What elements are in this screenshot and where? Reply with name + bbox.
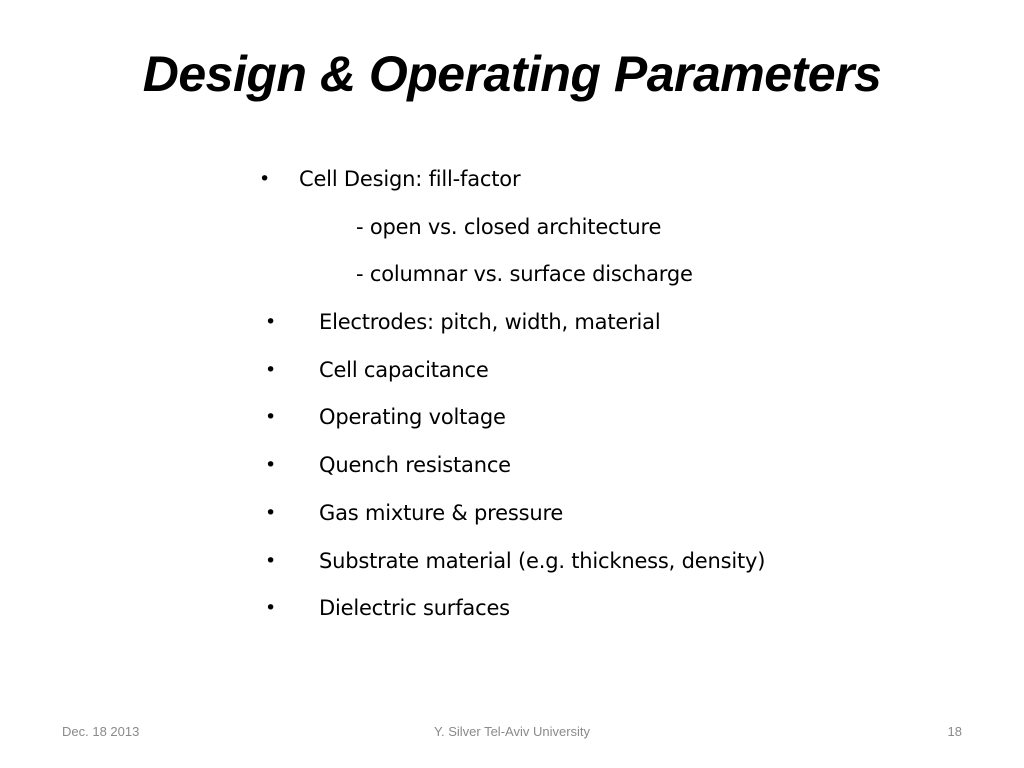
bullet-list bbox=[256, 156, 956, 633]
list-subitem-architecture bbox=[256, 204, 956, 252]
list-item-electrodes bbox=[256, 299, 956, 347]
list-item-text: Operating voltage bbox=[319, 405, 506, 430]
bullet-marker: • bbox=[265, 311, 277, 334]
list-item-substrate-material bbox=[256, 538, 956, 586]
slide-title: Design & Operating Parameters bbox=[142, 46, 882, 102]
list-subitem-discharge bbox=[256, 251, 956, 299]
bullet-marker: • bbox=[259, 168, 271, 190]
list-item-dielectric-surfaces bbox=[256, 585, 956, 633]
bullet-marker: • bbox=[265, 358, 277, 381]
list-item-text: Quench resistance bbox=[319, 453, 511, 478]
list-item-text: Dielectric surfaces bbox=[319, 596, 510, 621]
list-item-quench-resistance bbox=[256, 442, 956, 490]
list-item-cell-capacitance bbox=[256, 347, 956, 395]
list-subitem-text: - columnar vs. surface discharge bbox=[356, 262, 693, 287]
bullet-marker: • bbox=[265, 549, 277, 572]
list-item-text: Gas mixture & pressure bbox=[319, 500, 564, 525]
list-item-text: Cell capacitance bbox=[319, 357, 489, 382]
list-item-text: Cell Design: fill-factor bbox=[299, 167, 521, 191]
bullet-marker: • bbox=[265, 406, 277, 429]
footer-date: Dec. 18 2013 bbox=[62, 724, 140, 739]
bullet-marker: • bbox=[265, 501, 277, 524]
list-item-cell-design bbox=[256, 156, 956, 204]
bullet-marker: • bbox=[265, 454, 277, 477]
list-item-operating-voltage bbox=[256, 394, 956, 442]
footer-author: Y. Silver Tel-Aviv University bbox=[433, 724, 591, 739]
slide-number: 18 bbox=[947, 724, 962, 739]
bullet-marker: • bbox=[265, 597, 277, 620]
list-item-gas-mixture bbox=[256, 490, 956, 538]
list-item-text: Substrate material (e.g. thickness, density) bbox=[319, 548, 766, 573]
list-subitem-text: - open vs. closed architecture bbox=[356, 214, 662, 239]
list-item-text: Electrodes: pitch, width, material bbox=[319, 310, 661, 335]
